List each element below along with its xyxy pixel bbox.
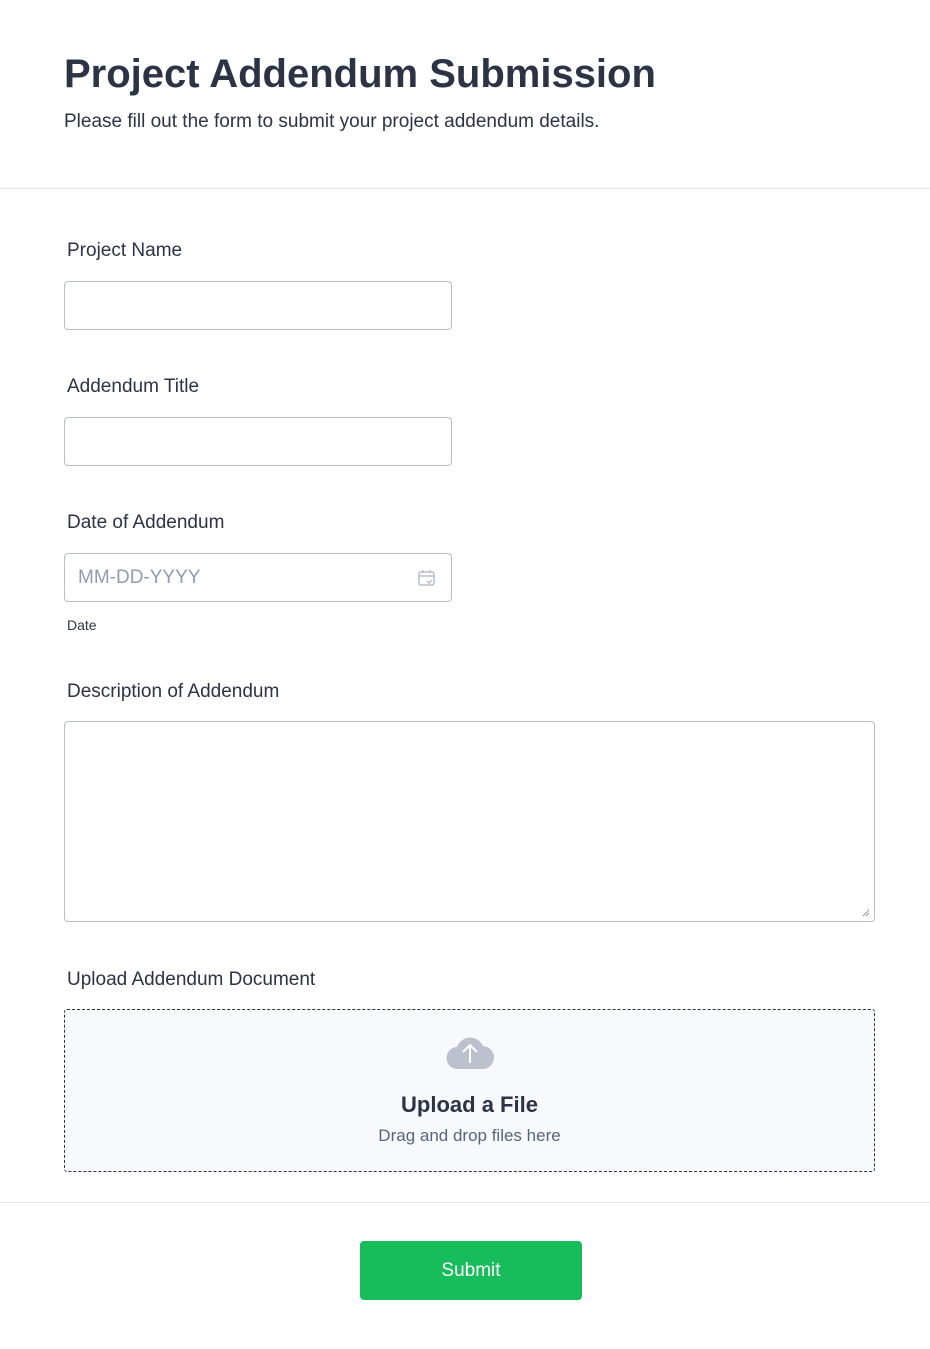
upload-label: Upload Addendum Document bbox=[67, 969, 316, 990]
cloud-upload-icon bbox=[446, 1036, 494, 1070]
upload-title: Upload a File bbox=[401, 1092, 538, 1117]
resize-handle-icon[interactable] bbox=[862, 909, 870, 917]
date-label: Date of Addendum bbox=[67, 512, 225, 533]
date-sublabel: Date bbox=[67, 617, 97, 633]
addendum-title-input[interactable] bbox=[64, 417, 452, 466]
project-name-label: Project Name bbox=[67, 240, 183, 261]
divider bbox=[0, 1202, 930, 1203]
form-header bbox=[0, 0, 930, 189]
date-placeholder: MM-DD-YYYY bbox=[78, 567, 201, 588]
addendum-title-label: Addendum Title bbox=[67, 376, 200, 397]
page-title: Project Addendum Submission bbox=[64, 52, 656, 96]
description-label: Description of Addendum bbox=[67, 681, 280, 702]
upload-subtitle: Drag and drop files here bbox=[378, 1126, 561, 1145]
page-subtitle: Please fill out the form to submit your project addendum details. bbox=[64, 111, 600, 132]
project-name-input[interactable] bbox=[64, 281, 452, 330]
submit-button[interactable]: Submit bbox=[360, 1241, 582, 1300]
date-input[interactable] bbox=[64, 553, 452, 602]
calendar-icon[interactable] bbox=[417, 568, 437, 588]
file-upload-dropzone[interactable] bbox=[64, 1009, 875, 1172]
description-textarea[interactable] bbox=[64, 721, 875, 922]
